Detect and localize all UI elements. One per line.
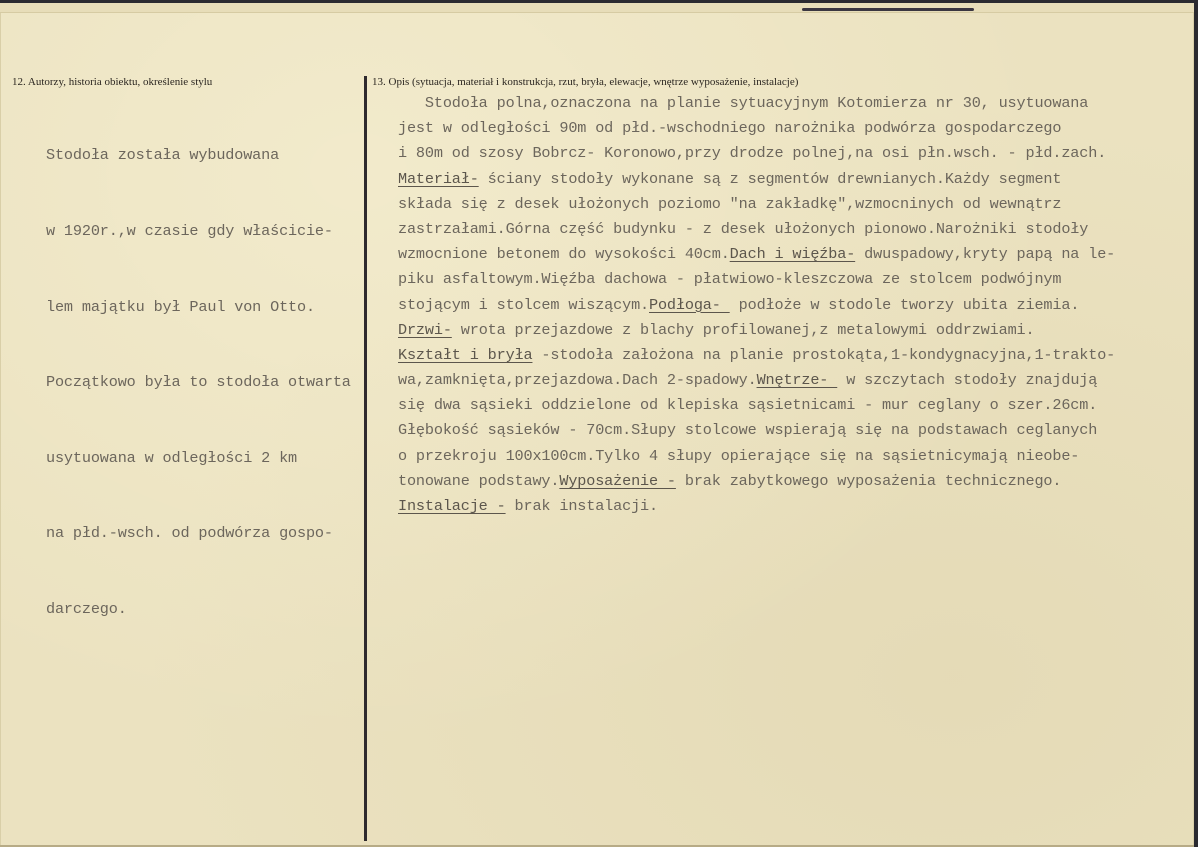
text-line: Stodoła została wybudowana: [46, 146, 280, 165]
text-segment: zastrzałami.Górna część budynku - z desek ułożonych pionowo.Narożniki stodoły: [398, 219, 1089, 238]
text-line: Początkowo była to stodoła otwarta: [46, 373, 351, 392]
text-line: darczego.: [46, 599, 127, 618]
text-segment: piku asfaltowym.Więźba dachowa - płatwiowo-kleszczowa ze stolcem podwójnym: [398, 270, 1062, 289]
text-segment: brak instalacji.: [505, 497, 658, 515]
section-13-label: 13. Opis (sytuacja, materiał i konstrukcja, rzut, bryła, elewacje, wnętrze wyposażenie, instalacje): [372, 76, 799, 88]
text-line: w 1920r.,w czasie gdy właścicie-: [46, 222, 333, 240]
text-segment: składa się z desek ułożonych poziomo "na zakładkę",wzmocninych od wewnątrz: [398, 194, 1062, 213]
column-divider: [364, 76, 367, 841]
catalog-card: [0, 3, 1194, 846]
heading-underlined: Wyposażenie -: [559, 471, 676, 490]
text-segment: dwuspadowy,kryty papą na le-: [855, 245, 1116, 264]
top-binding-mark: [802, 8, 974, 11]
card-top-edge: [0, 3, 1194, 13]
text-line: [398, 318, 1115, 343]
text-segment: wzmocnione betonem do wysokości 40cm.: [398, 245, 730, 264]
section-12-text: [46, 93, 351, 673]
text-line: [398, 444, 1115, 469]
heading-underlined: Wnętrze-: [756, 371, 838, 390]
heading-underlined: Kształt i bryła: [398, 345, 533, 364]
text-line: [398, 116, 1115, 141]
text-segment: podłoże w stodole tworzy ubita ziemia.: [729, 295, 1080, 314]
text-line: [398, 217, 1115, 242]
section-13-text: [398, 91, 1115, 519]
text-segment: wa,zamknięta,przejazdowa.Dach 2-spadowy.: [398, 371, 757, 390]
text-segment: tonowane podstawy.: [398, 471, 560, 490]
text-line: usytuowana w odległości 2 km: [46, 448, 297, 467]
text-segment: -stodoła założona na planie prostokąta,1-kondygnacyjna,1-trakto-: [532, 345, 1116, 364]
text-segment: ściany stodoły wykonane są z segmentów drewnianych.Każdy segment: [478, 169, 1062, 188]
text-segment: Głębokość sąsieków - 70cm.Słupy stolcowe wspierają się na podstawach ceglanych: [398, 421, 1098, 440]
text-line: [398, 242, 1115, 267]
text-line: [398, 418, 1115, 443]
text-line: [398, 494, 1115, 519]
section-12-label: 12. Autorzy, historia obiektu, określenie stylu: [12, 76, 213, 88]
text-line: [398, 192, 1115, 217]
scan-edge: [1194, 0, 1198, 846]
text-segment: o przekroju 100x100cm.Tylko 4 słupy opierające się na sąsietnicymają nieobe-: [398, 446, 1080, 465]
text-line: [398, 343, 1115, 368]
text-segment: jest w odległości 90m od płd.-wschodniego narożnika podwórza gospodarczego: [398, 119, 1062, 138]
heading-underlined: Dach i więźba-: [729, 245, 856, 264]
text-line: na płd.-wsch. od podwórza gospo-: [46, 524, 333, 543]
text-line: [398, 267, 1115, 292]
text-segment: stojącym i stolcem wiszącym.: [398, 295, 649, 314]
text-line: [398, 293, 1115, 318]
heading-underlined: Podłoga-: [649, 295, 730, 314]
text-segment: brak zabytkowego wyposażenia technicznego.: [675, 471, 1062, 490]
text-segment: Stodoła polna,oznaczona na planie sytuacyjnym Kotomierza nr 30, usytuowana: [398, 94, 1089, 112]
text-segment: w szczytach stodoły znajdują: [837, 371, 1098, 390]
text-segment: się dwa sąsieki oddzielone od klepiska sąsietnicami - mur ceglany o szer.26cm.: [398, 396, 1098, 415]
text-line: [398, 141, 1115, 166]
heading-underlined: Instalacje -: [398, 497, 506, 515]
text-line: lem majątku był Paul von Otto.: [46, 297, 315, 316]
heading-underlined: Drzwi-: [398, 320, 452, 339]
text-line: [398, 368, 1115, 393]
heading-underlined: Materiał-: [398, 169, 479, 188]
text-line: [398, 469, 1115, 494]
text-segment: wrota przejazdowe z blachy profilowanej,z metalowymi oddrzwiami.: [451, 320, 1035, 339]
text-line: [398, 167, 1115, 192]
text-segment: i 80m od szosy Bobrcz- Koronowo,przy drodze polnej,na osi płn.wsch. - płd.zach.: [398, 144, 1107, 163]
text-line: [398, 91, 1115, 116]
text-line: [398, 393, 1115, 418]
